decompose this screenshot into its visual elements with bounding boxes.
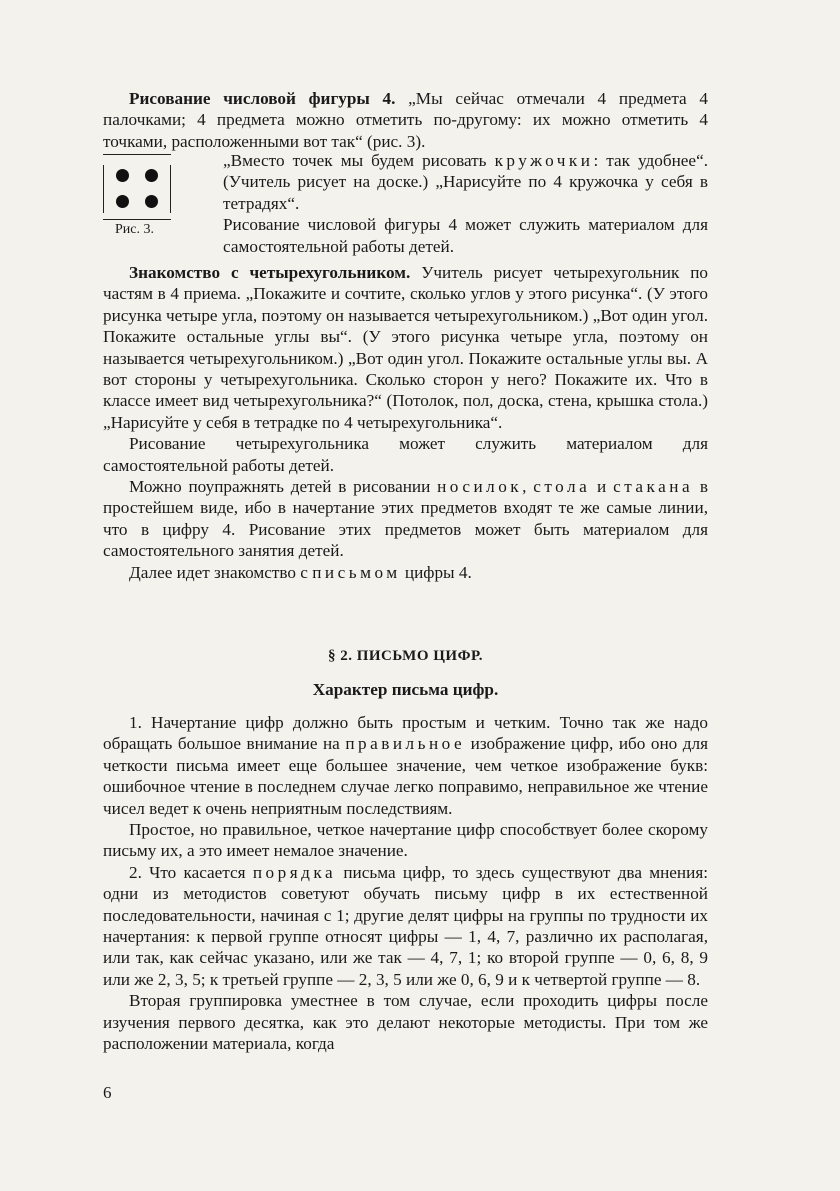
run-in-heading: Рисование числовой фигуры 4. — [129, 89, 396, 108]
run-in-heading: Знакомство с четырехугольником. — [129, 263, 411, 282]
text-run: 1. Начертание цифр должно быть простым и четким. Точно так же надо обращать большое внимание на — [103, 713, 708, 754]
dot — [116, 169, 129, 182]
paragraph-text: Учитель рисует четырехугольник по частям в 4 приема. „Покажите и сочтите, сколько углов у этого рисунка“. (У этого рисунка четыре угла, поэтому он называется четырехугольником.) „Вот один угол. Покажите остальные углы вы“. (У этого рисунка четыре угла, поэтому он называется четырехугольником.) „Вот один угол. Покажите остальные углы вы. А вот стороны у четырехугольника. Сколько сторон у него? Покажите их. Что в классе имеет вид четырехугольника?“ (Потолок, пол, доска, стена, крышка стола.) „Нарисуйте у себя в тетрадке по 4 четырехугольника“. — [103, 263, 709, 432]
spaced-word: письмом — [312, 562, 401, 582]
paragraph — [103, 562, 708, 583]
figure-side-text — [223, 150, 708, 257]
figure-3-block — [103, 150, 708, 262]
paragraph — [103, 862, 708, 990]
paragraph: Простое, но правильное, четкое начертание цифр способствует более скорому письму их, а это имеет немалое значение. — [103, 820, 708, 861]
dot — [145, 195, 158, 208]
spaced-word: кружочки — [494, 151, 594, 170]
text-run: , — [522, 477, 534, 497]
paragraph — [103, 476, 708, 562]
paragraph: Вторая группировка уместнее в том случае, если проходить цифры после изучения первого десятка, как это делают некоторые методисты. При том же расположении материала, когда — [103, 991, 708, 1054]
text-run: изображение цифр, ибо оно для четкости письма имеет еще большее значение, чем четкое изображение букв: ошибочное чтение в последнем случае легко поправимо, неправильное же чтение чисел ведет к очень неприятным последствиям. — [103, 734, 708, 818]
spaced-word: стакана — [613, 477, 694, 497]
paragraph: Рисование числовой фигуры 4 может служить материалом для самостоятельной работы детей. — [223, 215, 708, 256]
dot — [145, 169, 158, 182]
text-run: Далее идет знакомство с — [129, 562, 313, 582]
subsection-heading: Характер письма цифр. — [312, 680, 499, 699]
text-run: письма цифр, то здесь существуют два мнения: одни из методистов советуют обучать письму цифр в их естественной последовательности, начиная с 1; другие делят цифры на группы по трудности их начертания: к первой группе относят цифры — 1, 4, 7, различно их располагая, или так, как сейчас указано, или же так — 4, 7, 1; ко второй группе — 0, 6, 8, 9 или же 2, 3, 5; к третьей группе — 2, 3, 5 или же 0, 6, 9 и к четвертой группе — 8. — [103, 862, 709, 989]
paragraph — [103, 712, 708, 819]
text-run: 2. Что касается — [129, 862, 253, 882]
section-digit-writing — [103, 712, 708, 1055]
text-run: и — [590, 477, 614, 497]
text-run: в простейшем виде, ибо в начертание этих предметов входят те же самые линии, что в цифру 4. Рисование этих предметов может быть материалом для самостоятельного занятия детей. — [103, 477, 709, 561]
section-quadrilateral — [103, 262, 708, 583]
paragraph-text: „Мы сейчас отмечали 4 предмета 4 палочками; 4 предмета можно отметить по-другому: их можно отметить 4 точками, расположенными вот так“ (рис. 3). — [103, 89, 708, 151]
spaced-word: стола — [533, 477, 591, 497]
spaced-word: правильное — [345, 734, 466, 754]
paragraph-numeric-figure — [103, 88, 708, 152]
spaced-word: носилок — [437, 477, 523, 497]
text-run: : так удобнее“. (Учитель рисует на доске.) „Нарисуйте по 4 кружочка у себя в тетрадях“. — [223, 151, 708, 213]
dot — [116, 195, 129, 208]
text-run: „Вместо точек мы будем рисовать — [223, 151, 495, 170]
paragraph: Рисование четырехугольника может служить материалом для самостоятельной работы детей. — [103, 434, 708, 475]
section-heading: § 2. ПИСЬМО ЦИФР. — [327, 648, 484, 664]
figure-caption: Рис. 3. — [115, 222, 154, 237]
page-number: 6 — [103, 1083, 112, 1102]
text-run: цифры 4. — [400, 562, 472, 582]
text-run: Можно поупражнять детей в рисовании — [129, 477, 438, 497]
spaced-word: порядка — [252, 862, 337, 882]
figure-3-four-dots — [103, 154, 171, 220]
